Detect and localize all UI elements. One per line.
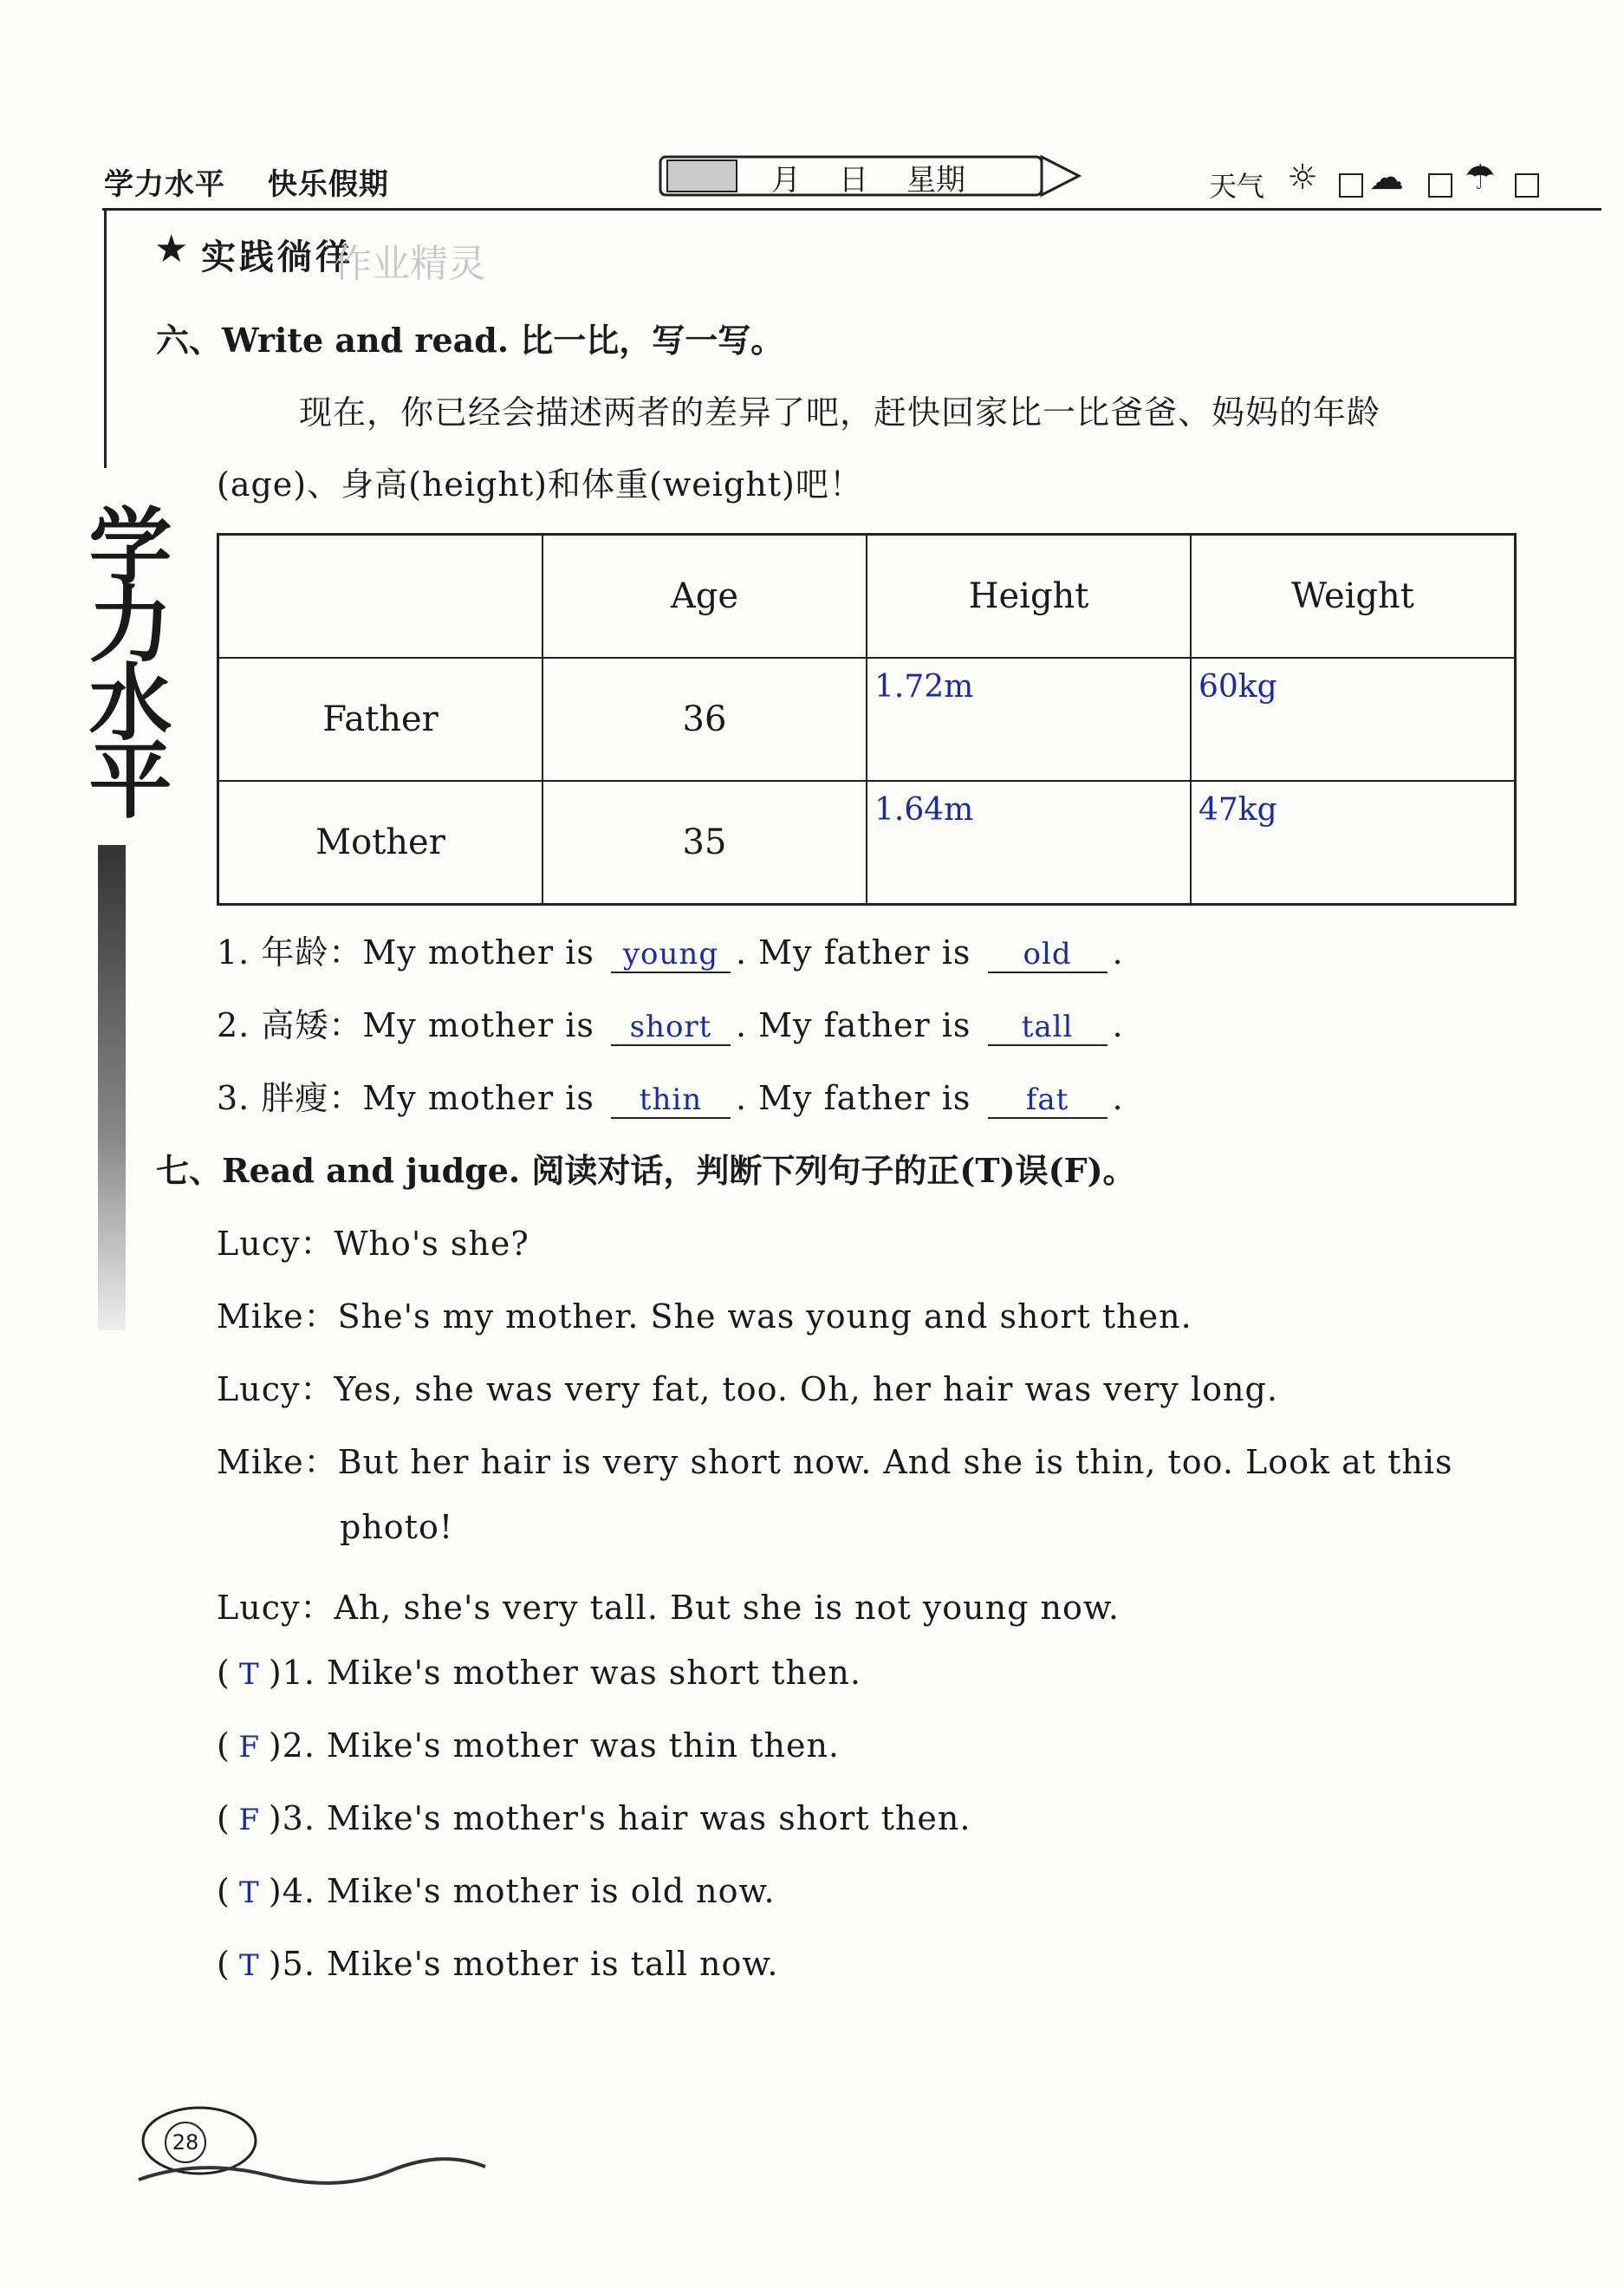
header-left-2: 快乐假期 (267, 167, 389, 202)
section-title: 实践徜徉 (201, 237, 354, 277)
table-row (218, 658, 1516, 781)
comparison-table (217, 533, 1517, 906)
dialogue-line (217, 1217, 529, 1264)
sentence-num: 2. (217, 1006, 250, 1044)
father-blank[interactable]: old (988, 937, 1108, 973)
q6-instruction-1: 现在，你已经会描述两者的差异了吧，赶快回家比一比爸爸、妈妈的年龄 (299, 393, 1381, 432)
sun-icon: ☼ (1287, 158, 1318, 198)
row-label: Mother (218, 781, 543, 905)
tf-answer[interactable]: T (238, 1948, 260, 1983)
sentence-mother-text: My mother is (362, 1079, 594, 1117)
judgement-item: ( T )5. Mike's mother is tall now. (217, 1945, 779, 1983)
table-header-row (218, 535, 1516, 659)
sentence-1: 1. 年龄：My mother is young . My father is old . (217, 933, 1124, 972)
sentence-num: 3. (217, 1079, 250, 1117)
header-left-1: 学力水平 (104, 167, 225, 202)
dialogue-line (217, 1581, 1120, 1628)
speaker: Mike： (217, 1443, 338, 1481)
judgement-num: )3. (268, 1799, 315, 1837)
weight-cell[interactable] (1191, 658, 1516, 781)
judgement-text: Mike's mother is tall now. (327, 1945, 779, 1983)
line-text: photo! (340, 1508, 454, 1546)
line-text: Who's she? (334, 1225, 529, 1263)
height-answer: 1.64m (874, 792, 974, 828)
day-label: 日 (839, 163, 868, 198)
page-number: 28 (165, 2122, 206, 2163)
row-label: Father (218, 658, 543, 781)
age-cell: 35 (542, 781, 867, 905)
sentence-father-text: . My father is (735, 1079, 971, 1117)
judgement-text: Mike's mother was short then. (327, 1654, 861, 1692)
table-row (218, 781, 1516, 905)
judgement-text: Mike's mother is old now. (327, 1872, 776, 1910)
speaker: Lucy： (217, 1225, 335, 1263)
table-header-cell (218, 535, 543, 659)
sentence-topic: 年龄： (261, 933, 363, 972)
line-text: Yes, she was very fat, too. Oh, her hair was very long. (334, 1370, 1278, 1408)
line-text: Ah, she's very tall. But she is not young now. (334, 1589, 1120, 1627)
dialogue-line (340, 1508, 453, 1546)
judgement-num: )5. (268, 1945, 315, 1983)
sentence-2: 2. 高矮：My mother is short . My father is tall . (217, 1006, 1124, 1044)
mother-blank[interactable]: short (611, 1010, 731, 1046)
watermark: 作业精灵 (334, 242, 486, 286)
date-labels (771, 156, 965, 198)
header-title (104, 160, 420, 203)
judgement-item: ( F )3. Mike's mother's hair was short then. (217, 1799, 971, 1837)
mother-blank[interactable]: thin (611, 1082, 731, 1119)
speaker: Mike： (217, 1297, 338, 1336)
sentence-mother-text: My mother is (362, 1006, 594, 1044)
q6-heading: 六、Write and read. 比一比，写一写。 (156, 321, 784, 360)
judgement-text: Mike's mother's hair was short then. (327, 1799, 971, 1837)
judgement-num: )2. (268, 1726, 315, 1765)
height-answer: 1.72m (874, 669, 974, 705)
weight-answer: 60kg (1199, 669, 1277, 705)
tf-answer[interactable]: T (238, 1657, 260, 1692)
father-blank[interactable]: tall (988, 1010, 1108, 1046)
judgement-item: ( T )1. Mike's mother was short then. (217, 1654, 861, 1692)
header-divider (102, 208, 1601, 211)
line-text: But her hair is very short now. And she is thin, too. Look at this (337, 1443, 1453, 1481)
q7-heading: 七、Read and judge. 阅读对话，判断下列句子的正(T)误(F)。 (156, 1151, 1136, 1190)
speaker: Lucy： (217, 1370, 335, 1408)
dialogue-line (217, 1362, 1278, 1410)
tf-answer[interactable]: F (238, 1730, 261, 1765)
sentence-topic: 胖瘦： (261, 1079, 363, 1117)
judgement-text: Mike's mother was thin then. (327, 1726, 841, 1765)
tf-answer[interactable]: F (238, 1803, 261, 1837)
umbrella-icon: ☂ (1465, 158, 1496, 198)
weekday-label: 星期 (906, 163, 965, 198)
height-cell[interactable] (867, 658, 1191, 781)
sidebar-bar (98, 845, 126, 1330)
weight-cell[interactable] (1191, 781, 1516, 905)
cloud-checkbox[interactable] (1428, 173, 1452, 198)
q6-instruction-2: (age)、身高(height)和体重(weight)吧！ (217, 465, 863, 504)
sentence-3: 3. 胖瘦：My mother is thin . My father is fat . (217, 1079, 1124, 1117)
weight-answer: 47kg (1199, 792, 1277, 828)
sentence-topic: 高矮： (261, 1006, 363, 1044)
month-label: 月 (771, 163, 801, 198)
father-blank[interactable]: fat (988, 1082, 1108, 1119)
cloud-icon: ☁ (1369, 158, 1404, 198)
dialogue-line (217, 1290, 1192, 1337)
sentence-father-text: . My father is (735, 1006, 971, 1044)
speaker: Lucy： (217, 1589, 335, 1627)
judgement-item: ( F )2. Mike's mother was thin then. (217, 1726, 841, 1765)
line-text: She's my mother. She was young and short then. (337, 1297, 1192, 1336)
judgement-num: )4. (268, 1872, 315, 1910)
rain-checkbox[interactable] (1515, 173, 1539, 198)
dialogue-line (217, 1435, 1453, 1483)
star-icon: ★ (154, 227, 189, 271)
height-cell[interactable] (867, 781, 1191, 905)
table-header-cell: Height (867, 535, 1191, 659)
weather-label: 天气 (1209, 170, 1265, 203)
sun-checkbox[interactable] (1339, 173, 1363, 198)
age-cell: 36 (542, 658, 867, 781)
table-header-cell: Age (542, 535, 867, 659)
judgement-item: ( T )4. Mike's mother is old now. (217, 1872, 776, 1910)
tf-answer[interactable]: T (238, 1875, 260, 1910)
sentence-father-text: . My father is (735, 933, 971, 972)
sentence-num: 1. (217, 933, 250, 972)
table-header-cell: Weight (1191, 535, 1516, 659)
mother-blank[interactable]: young (611, 937, 731, 973)
judgement-num: )1. (268, 1654, 315, 1692)
sidebar-calligraphy: 学力水平 (75, 503, 173, 815)
left-border (104, 208, 107, 468)
sentence-mother-text: My mother is (362, 933, 594, 972)
